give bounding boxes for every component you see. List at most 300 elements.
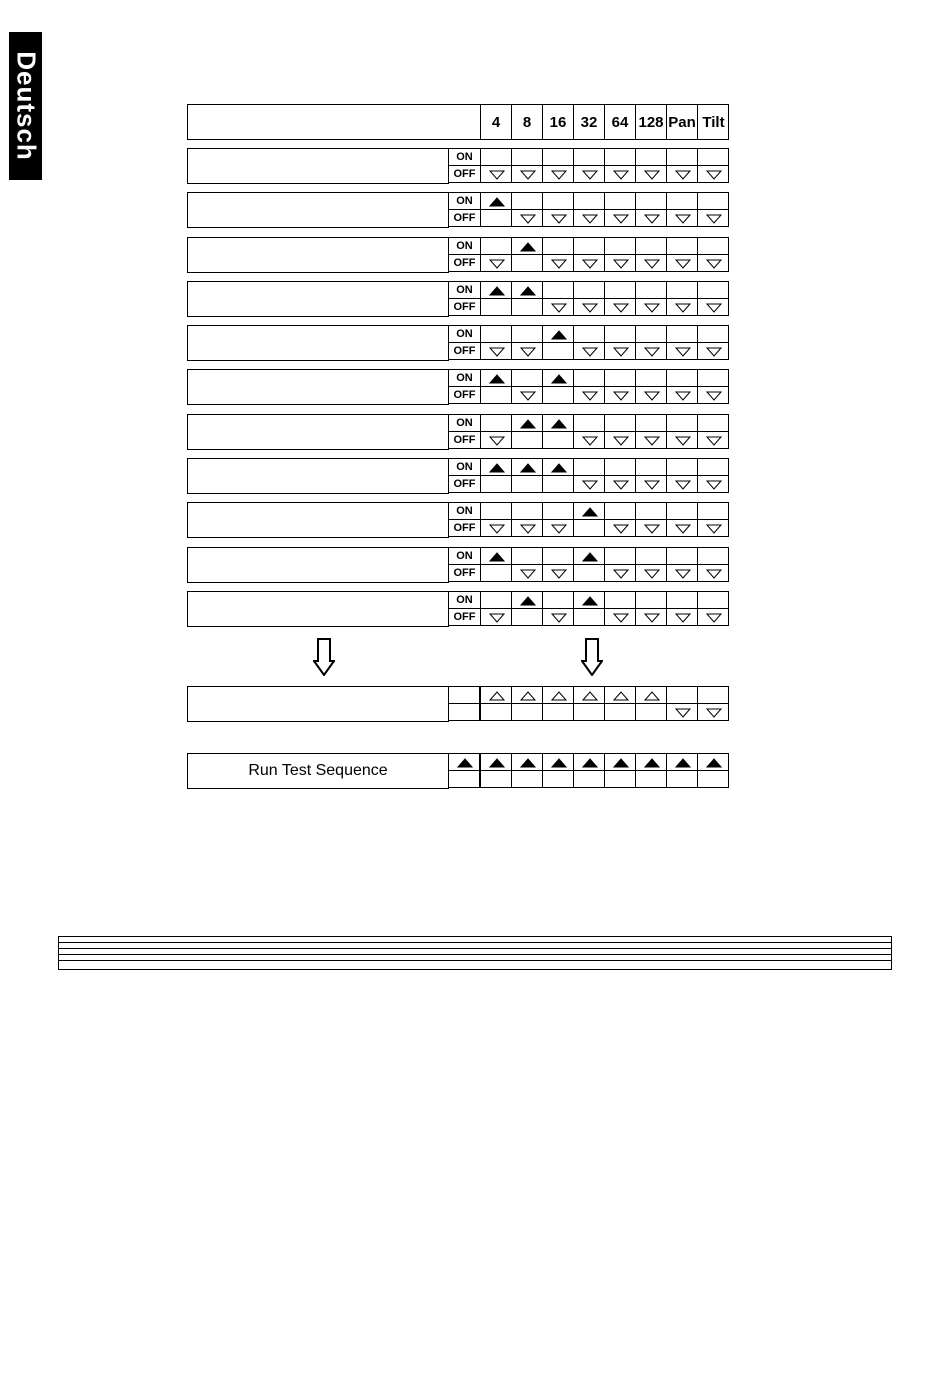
switch-cell	[542, 298, 574, 316]
switch-cell	[573, 148, 605, 166]
switch-cell	[604, 753, 636, 771]
switch-cell	[697, 502, 729, 520]
switch-cell	[666, 414, 698, 432]
switch-cell	[666, 342, 698, 360]
switch-cell	[635, 502, 667, 520]
switch-cell	[635, 414, 667, 432]
switch-cell	[511, 564, 543, 582]
switch-cell	[697, 431, 729, 449]
switch-off-icon	[551, 612, 567, 623]
off-label: OFF	[448, 342, 481, 360]
switch-cell	[511, 325, 543, 343]
on-label: ON	[448, 591, 481, 609]
switch-cell	[604, 591, 636, 609]
switch-cell	[480, 165, 512, 183]
switch-cell	[604, 502, 636, 520]
switch-on-icon	[551, 418, 567, 429]
switch-on-icon	[582, 506, 598, 517]
switch-cell	[635, 369, 667, 387]
row-label	[187, 686, 449, 722]
switch-off-icon	[706, 258, 722, 269]
switch-off-icon	[520, 169, 536, 180]
switch-cell	[573, 369, 605, 387]
switch-cell	[635, 281, 667, 299]
switch-off-icon	[644, 568, 660, 579]
switch-cell	[573, 281, 605, 299]
switch-off-icon	[644, 390, 660, 401]
switch-cell	[697, 608, 729, 626]
switch-cell	[480, 281, 512, 299]
off-label: OFF	[448, 431, 481, 449]
switch-off-icon	[551, 169, 567, 180]
switch-on-icon	[551, 757, 567, 768]
switch-cell	[542, 547, 574, 565]
on-label: ON	[448, 192, 481, 210]
switch-cell	[542, 281, 574, 299]
switch-off-icon	[489, 435, 505, 446]
switch-cell	[697, 458, 729, 476]
off-label: OFF	[448, 564, 481, 582]
switch-on-icon	[551, 373, 567, 384]
switch-off-icon	[644, 302, 660, 313]
switch-cell	[666, 753, 698, 771]
switch-up-outline-icon	[613, 690, 629, 701]
switch-off-icon	[706, 523, 722, 534]
switch-cell	[635, 298, 667, 316]
switch-cell	[511, 458, 543, 476]
switch-on-icon	[489, 757, 505, 768]
switch-cell	[480, 564, 512, 582]
switch-off-icon	[551, 213, 567, 224]
switch-cell	[573, 254, 605, 272]
switch-cell	[697, 165, 729, 183]
switch-cell	[635, 770, 667, 788]
switch-cell	[635, 431, 667, 449]
switch-cell	[573, 458, 605, 476]
switch-cell	[635, 165, 667, 183]
switch-cell	[635, 547, 667, 565]
switch-cell	[480, 591, 512, 609]
switch-cell	[511, 281, 543, 299]
footer-rule	[58, 948, 892, 949]
switch-cell	[511, 386, 543, 404]
switch-cell	[697, 148, 729, 166]
switch-cell	[542, 502, 574, 520]
switch-off-icon	[675, 258, 691, 269]
switch-off-icon	[489, 169, 505, 180]
row-label	[187, 414, 449, 450]
switch-on-icon	[520, 285, 536, 296]
off-label: OFF	[448, 608, 481, 626]
switch-cell	[666, 458, 698, 476]
switch-cell	[666, 148, 698, 166]
switch-cell	[480, 148, 512, 166]
switch-on-icon	[457, 757, 473, 768]
switch-cell	[480, 770, 512, 788]
switch-off-icon	[706, 169, 722, 180]
switch-cell	[666, 325, 698, 343]
switch-cell	[511, 502, 543, 520]
switch-cell	[480, 458, 512, 476]
on-label: ON	[448, 502, 481, 520]
switch-cell	[480, 431, 512, 449]
switch-off-icon	[675, 568, 691, 579]
switch-cell	[697, 753, 729, 771]
switch-cell	[573, 547, 605, 565]
language-tab-label: Deutsch	[11, 51, 41, 161]
switch-cell	[604, 564, 636, 582]
header-column-128: 128	[635, 104, 666, 140]
switch-cell	[635, 608, 667, 626]
switch-cell	[542, 564, 574, 582]
switch-cell	[604, 369, 636, 387]
switch-off-icon	[706, 707, 722, 718]
switch-up-outline-icon	[644, 690, 660, 701]
switch-cell	[480, 325, 512, 343]
off-label: OFF	[448, 254, 481, 272]
switch-cell	[511, 770, 543, 788]
switch-on-icon	[489, 551, 505, 562]
switch-cell	[542, 770, 574, 788]
switch-cell	[448, 770, 480, 788]
switch-cell	[542, 237, 574, 255]
switch-on-icon	[489, 462, 505, 473]
switch-cell	[666, 547, 698, 565]
switch-off-icon	[582, 390, 598, 401]
switch-cell	[480, 475, 512, 493]
switch-cell	[542, 753, 574, 771]
switch-up-outline-icon	[520, 690, 536, 701]
switch-cell	[480, 237, 512, 255]
switch-cell	[573, 325, 605, 343]
switch-cell	[666, 475, 698, 493]
switch-cell	[697, 369, 729, 387]
switch-cell	[604, 342, 636, 360]
switch-on-icon	[520, 462, 536, 473]
switch-on-icon	[520, 757, 536, 768]
switch-on-icon	[489, 196, 505, 207]
switch-off-icon	[613, 169, 629, 180]
footer-rule	[58, 960, 892, 961]
switch-cell	[511, 431, 543, 449]
switch-cell	[697, 298, 729, 316]
switch-off-icon	[644, 523, 660, 534]
switch-off-icon	[582, 302, 598, 313]
row-label	[187, 369, 449, 405]
switch-cell	[511, 148, 543, 166]
switch-cell	[697, 237, 729, 255]
switch-off-icon	[675, 479, 691, 490]
on-label: ON	[448, 148, 481, 166]
switch-cell	[542, 703, 574, 721]
switch-cell	[666, 209, 698, 227]
switch-cell	[480, 369, 512, 387]
switch-cell	[511, 192, 543, 210]
switch-off-icon	[675, 707, 691, 718]
switch-on-icon	[706, 757, 722, 768]
switch-cell	[635, 254, 667, 272]
switch-cell	[542, 608, 574, 626]
switch-cell	[604, 519, 636, 537]
switch-off-icon	[613, 258, 629, 269]
header-column-8: 8	[511, 104, 542, 140]
switch-on-icon	[613, 757, 629, 768]
switch-off-icon	[644, 213, 660, 224]
switch-cell	[573, 165, 605, 183]
switch-cell	[480, 386, 512, 404]
switch-cell	[604, 686, 636, 704]
switch-cell	[635, 703, 667, 721]
switch-off-icon	[613, 346, 629, 357]
switch-off-icon	[489, 612, 505, 623]
header-column-16: 16	[542, 104, 573, 140]
switch-cell	[542, 342, 574, 360]
switch-cell	[573, 237, 605, 255]
switch-cell	[666, 281, 698, 299]
switch-cell	[666, 165, 698, 183]
switch-cell	[604, 414, 636, 432]
switch-up-outline-icon	[489, 690, 505, 701]
switch-cell	[697, 209, 729, 227]
switch-cell	[604, 325, 636, 343]
switch-cell	[604, 298, 636, 316]
footer-rule	[58, 942, 892, 943]
switch-off-icon	[489, 346, 505, 357]
switch-cell	[573, 431, 605, 449]
switch-cell	[697, 192, 729, 210]
switch-cell	[635, 519, 667, 537]
switch-cell	[635, 475, 667, 493]
switch-cell	[604, 475, 636, 493]
switch-cell	[635, 386, 667, 404]
switch-cell	[542, 165, 574, 183]
switch-cell	[635, 325, 667, 343]
switch-cell	[697, 325, 729, 343]
switch-off-icon	[489, 523, 505, 534]
switch-on-icon	[520, 241, 536, 252]
switch-cell	[511, 519, 543, 537]
switch-cell	[666, 703, 698, 721]
row-label	[187, 458, 449, 494]
switch-off-icon	[675, 523, 691, 534]
row-label	[187, 148, 449, 184]
switch-cell	[542, 325, 574, 343]
switch-cell	[697, 686, 729, 704]
switch-cell	[542, 591, 574, 609]
on-label: ON	[448, 281, 481, 299]
switch-cell	[666, 192, 698, 210]
switch-cell	[635, 209, 667, 227]
down-arrow-icon	[313, 638, 335, 676]
switch-cell	[480, 608, 512, 626]
off-label: OFF	[448, 298, 481, 316]
footer-rule	[58, 954, 892, 955]
switch-on-icon	[551, 329, 567, 340]
switch-cell	[542, 414, 574, 432]
switch-cell	[511, 608, 543, 626]
switch-off-icon	[613, 568, 629, 579]
down-arrow-icon	[581, 638, 603, 676]
switch-cell	[542, 369, 574, 387]
switch-on-icon	[489, 373, 505, 384]
switch-off-icon	[520, 390, 536, 401]
switch-off-icon	[489, 258, 505, 269]
switch-cell	[573, 519, 605, 537]
row-label	[187, 502, 449, 538]
switch-cell	[573, 475, 605, 493]
switch-cell	[666, 770, 698, 788]
switch-cell	[635, 237, 667, 255]
switch-cell	[511, 547, 543, 565]
switch-cell	[604, 165, 636, 183]
switch-cell	[573, 502, 605, 520]
switch-cell	[635, 753, 667, 771]
switch-cell	[511, 753, 543, 771]
off-label: OFF	[448, 386, 481, 404]
switch-cell	[604, 608, 636, 626]
switch-cell	[635, 564, 667, 582]
switch-cell	[635, 591, 667, 609]
switch-cell	[542, 686, 574, 704]
switch-off-icon	[613, 390, 629, 401]
switch-off-icon	[644, 346, 660, 357]
switch-cell	[666, 502, 698, 520]
switch-cell	[666, 519, 698, 537]
switch-cell	[604, 547, 636, 565]
switch-off-icon	[613, 435, 629, 446]
switch-cell	[511, 369, 543, 387]
switch-cell	[542, 209, 574, 227]
switch-cell	[697, 414, 729, 432]
switch-off-icon	[551, 523, 567, 534]
on-label: ON	[448, 547, 481, 565]
language-tab-deutsch	[9, 32, 42, 180]
switch-cell	[573, 591, 605, 609]
switch-cell	[697, 386, 729, 404]
switch-cell	[542, 458, 574, 476]
switch-cell	[604, 148, 636, 166]
switch-cell	[480, 519, 512, 537]
switch-on-icon	[520, 595, 536, 606]
switch-cell	[480, 254, 512, 272]
switch-off-icon	[675, 169, 691, 180]
switch-off-icon	[706, 390, 722, 401]
switch-off-icon	[582, 346, 598, 357]
header-column-4: 4	[480, 104, 511, 140]
switch-cell	[511, 298, 543, 316]
switch-cell	[511, 686, 543, 704]
switch-cell	[697, 564, 729, 582]
switch-cell	[635, 686, 667, 704]
switch-cell	[635, 148, 667, 166]
switch-cell	[573, 386, 605, 404]
switch-on-icon	[551, 462, 567, 473]
switch-cell	[511, 237, 543, 255]
switch-on-icon	[582, 595, 598, 606]
switch-off-icon	[613, 302, 629, 313]
off-label: OFF	[448, 209, 481, 227]
switch-cell	[573, 686, 605, 704]
switch-cell	[480, 753, 512, 771]
switch-off-icon	[520, 523, 536, 534]
switch-off-icon	[675, 390, 691, 401]
header-column-tilt: Tilt	[697, 104, 729, 140]
switch-cell	[448, 753, 480, 771]
row-label	[187, 325, 449, 361]
switch-off-icon	[582, 213, 598, 224]
switch-off-icon	[613, 479, 629, 490]
switch-cell	[573, 770, 605, 788]
row-label	[187, 281, 449, 317]
switch-cell	[480, 192, 512, 210]
switch-cell	[573, 209, 605, 227]
switch-off-icon	[520, 346, 536, 357]
switch-cell	[604, 192, 636, 210]
switch-on-icon	[489, 285, 505, 296]
switch-cell	[573, 753, 605, 771]
switch-cell	[511, 254, 543, 272]
switch-up-outline-icon	[551, 690, 567, 701]
switch-cell	[511, 591, 543, 609]
switch-cell	[666, 431, 698, 449]
switch-cell	[542, 431, 574, 449]
row-label	[187, 591, 449, 627]
run-test-sequence-label: Run Test Sequence	[187, 753, 449, 789]
switch-cell	[573, 192, 605, 210]
switch-off-icon	[706, 612, 722, 623]
switch-cell	[511, 475, 543, 493]
row-label	[187, 547, 449, 583]
switch-cell	[697, 770, 729, 788]
switch-cell	[511, 209, 543, 227]
switch-cell	[542, 386, 574, 404]
switch-cell	[666, 298, 698, 316]
switch-cell	[604, 237, 636, 255]
switch-cell	[480, 414, 512, 432]
switch-cell	[511, 703, 543, 721]
switch-off-icon	[675, 213, 691, 224]
switch-cell	[604, 281, 636, 299]
switch-cell	[480, 703, 512, 721]
switch-off-icon	[644, 612, 660, 623]
switch-on-icon	[644, 757, 660, 768]
switch-cell	[697, 703, 729, 721]
switch-off-icon	[675, 435, 691, 446]
switch-cell	[604, 770, 636, 788]
switch-off-icon	[582, 169, 598, 180]
switch-off-icon	[613, 612, 629, 623]
switch-cell	[666, 369, 698, 387]
switch-off-icon	[706, 435, 722, 446]
switch-cell	[666, 686, 698, 704]
on-label: ON	[448, 414, 481, 432]
switch-off-icon	[582, 258, 598, 269]
on-label: ON	[448, 369, 481, 387]
on-label: ON	[448, 325, 481, 343]
switch-cell	[635, 192, 667, 210]
switch-cell	[697, 342, 729, 360]
switch-cell	[542, 192, 574, 210]
switch-off-icon	[644, 435, 660, 446]
switch-cell	[573, 703, 605, 721]
switch-cell	[542, 148, 574, 166]
switch-cell	[666, 591, 698, 609]
switch-cell	[697, 519, 729, 537]
switch-cell	[448, 686, 480, 704]
header-column-32: 32	[573, 104, 604, 140]
switch-cell	[480, 209, 512, 227]
switch-cell	[573, 608, 605, 626]
